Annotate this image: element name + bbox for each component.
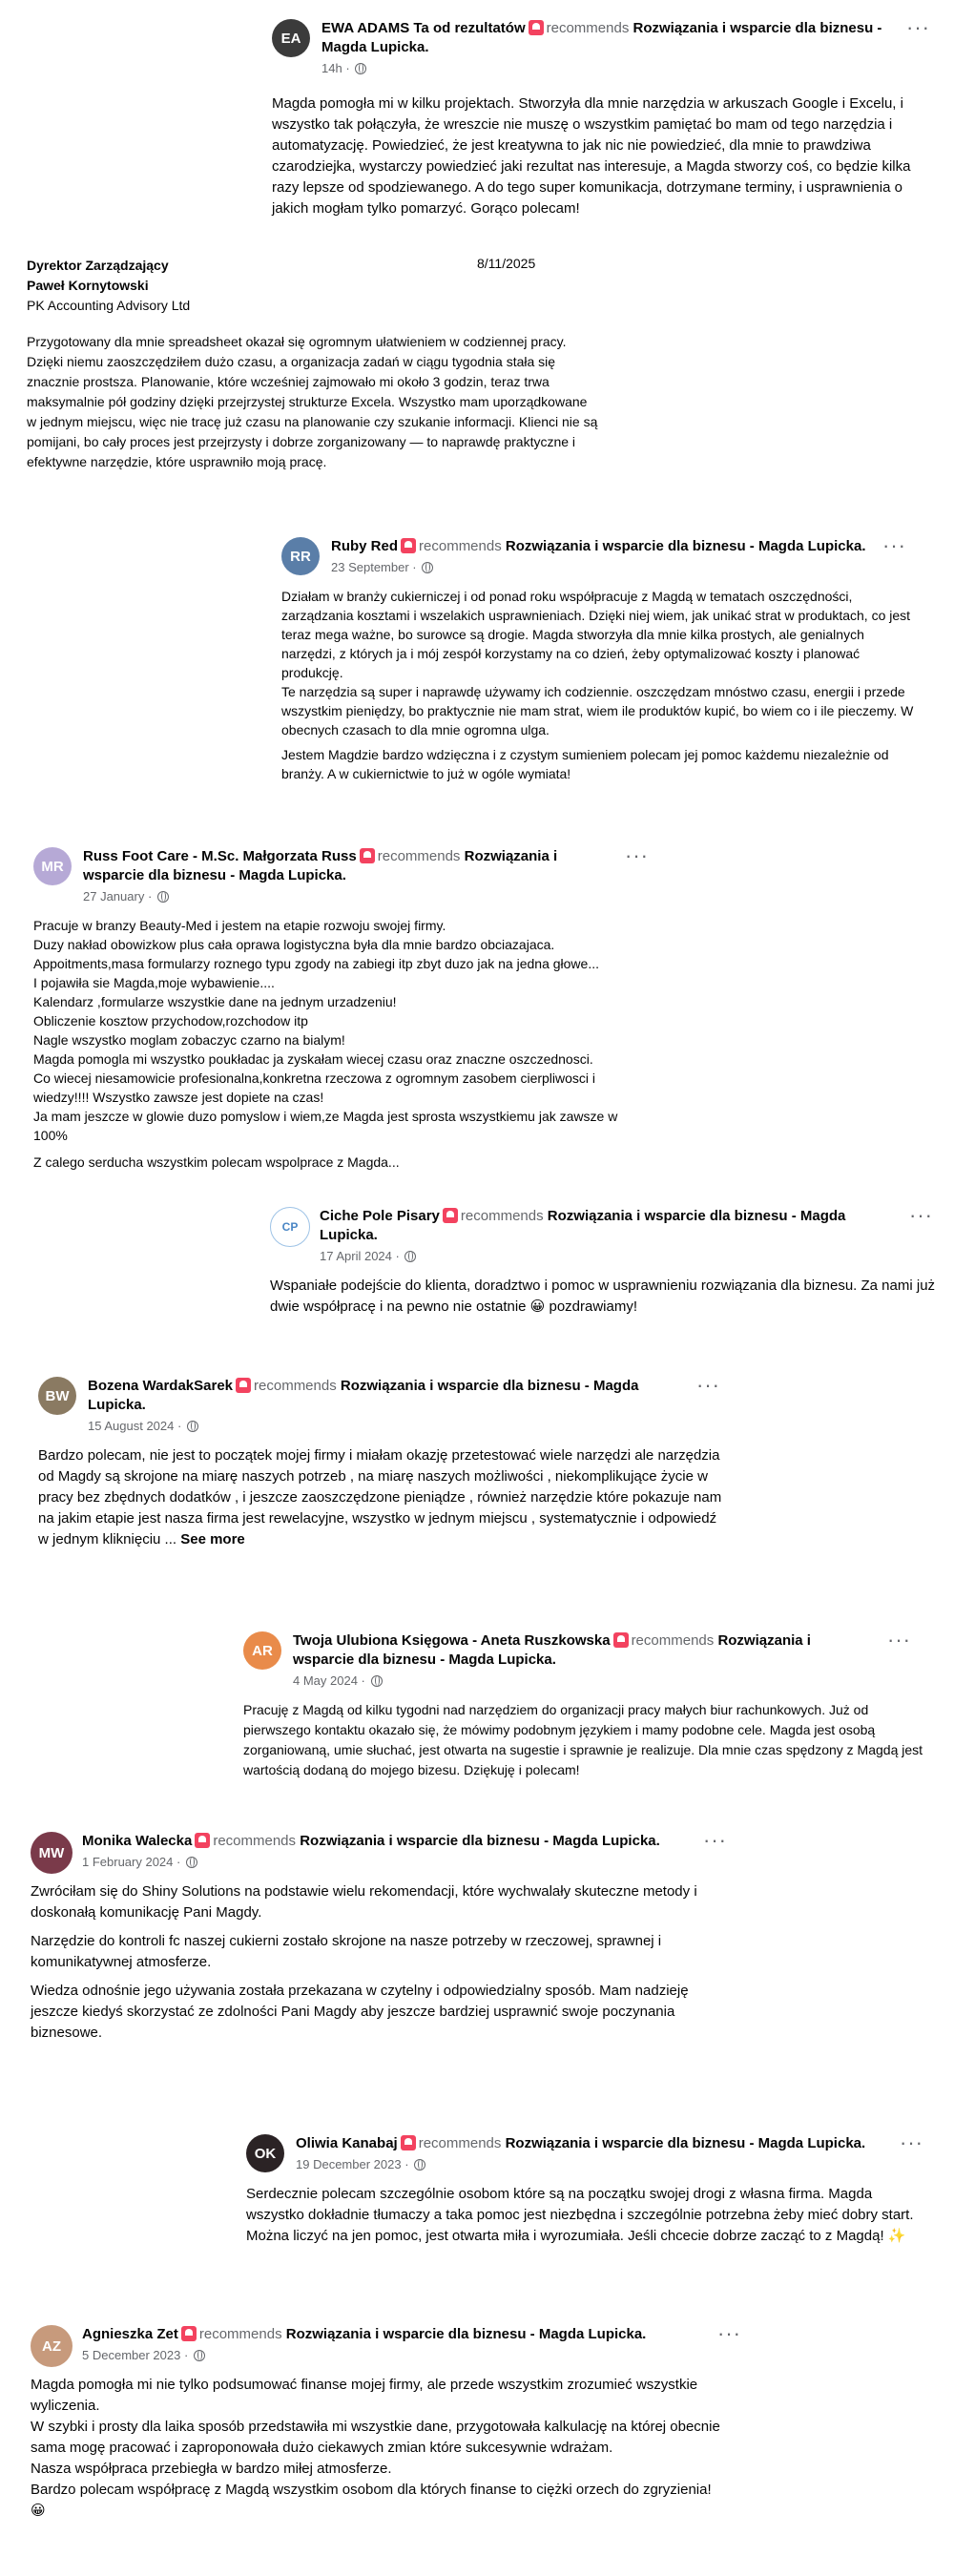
text-line: Bardzo polecam współpracę z Magdą wszystkim osobom dla których finanse to ciężki orzech do zgryzienia! 😀: [31, 2482, 712, 2519]
globe-icon: [414, 2159, 425, 2171]
post-time[interactable]: 4 May 2024: [293, 1673, 358, 1688]
page-name-link[interactable]: Rozwiązania i wsparcie dla biznesu - Magda Lupicka.: [285, 2326, 647, 2342]
reviewer-name[interactable]: Monika Walecka: [82, 1833, 193, 1849]
review-header: RR Ruby Red recommends Rozwiązania i wsparcie dla biznesu - Magda Lupicka. 23 September · ···: [281, 537, 921, 577]
recommend-badge-icon: [360, 848, 375, 863]
reviewer-name[interactable]: Ruby Red: [331, 538, 399, 554]
page-name-link[interactable]: Rozwiązania i wsparcie dla biznesu - Magda Lupicka.: [293, 1632, 811, 1668]
reviewer-name[interactable]: Bozena WardakSarek: [88, 1378, 234, 1394]
reviewer-name[interactable]: Ciche Pole Pisary: [320, 1208, 440, 1224]
page-name-link[interactable]: Rozwiązania i wsparcie dla biznesu - Magda Lupicka.: [320, 1208, 846, 1243]
text-line: Nasza współpraca przebiegła w bardzo miłej atmosferze.: [31, 2461, 392, 2477]
see-more-link[interactable]: See more: [180, 1531, 245, 1548]
recommends-label: recommends: [254, 1378, 337, 1394]
text-line: Ja mam jeszcze w glowie duzo pomyslow i wiem,ze Magda jest sprosta wszystkiemu jak zawsze w 100%: [33, 1109, 618, 1143]
page-name-link[interactable]: Rozwiązania i wsparcie dla biznesu - Magda Lupicka.: [83, 848, 558, 883]
recommends-label: recommends: [546, 20, 630, 36]
post-time[interactable]: 27 January: [83, 889, 145, 904]
avatar[interactable]: [31, 1832, 73, 1874]
recommends-label: recommends: [213, 1833, 297, 1849]
text-line: Appoitments,masa formularzy roznego typu zgody na zabiegi itp zbyt duzo jak na jedna głowe...: [33, 956, 599, 971]
globe-icon: [187, 1421, 198, 1432]
recommends-label: recommends: [198, 2326, 282, 2342]
document-text: Przygotowany dla mnie spreadsheet okazał się ogromnym ułatwieniem w codziennej pracy. Dzięki niemu zaoszczędziłem dużo czasu, a organizacja zadań w ciągu tygodnia stała się znacznie prostsza. Planowanie, które wcześniej zajmowało mi około 3 godzin, teraz trwa maksymalnie pół godziny dzięki przejrzystej strukturze Excela. Wszystko mam uporządkowane w jednym miejscu, więc nie tracę już czasu na planowanie czy szukanie informacji. Klienci nie są pomijani, bo cały proces jest przejrzysty i dobrze zorganizowany — to naprawdę praktyczne i efektywne narzędzie, które usprawniło moją pracę.: [27, 334, 598, 469]
review-header: MW Monika Walecka recommends Rozwiązania i wsparcie dla biznesu - Magda Lupicka. 1 February 2024 · ···: [31, 1832, 727, 1872]
page-name-link[interactable]: Rozwiązania i wsparcie dla biznesu - Magda Lupicka.: [505, 538, 866, 554]
avatar[interactable]: [33, 847, 72, 885]
reviewer-name[interactable]: Oliwia Kanabaj: [296, 2135, 398, 2151]
review-header: CP Ciche Pole Pisary recommends Rozwiązania i wsparcie dla biznesu - Magda Lupicka. 17 April 2024 · ···: [270, 1207, 938, 1266]
paragraph: [281, 682, 921, 739]
review-card-russ-foot-care: [33, 843, 653, 1172]
more-options-button[interactable]: ···: [625, 843, 649, 867]
text-line: Obliczenie kosztow przychodow,rozchodow itp: [33, 1013, 308, 1028]
signer-name: Paweł Kornytowski: [27, 278, 149, 293]
review-text: [31, 2375, 727, 2522]
review-text-content: Bardzo polecam, nie jest to początek mojej firmy i miałam okazję przetestować wiele narzędzi ale narzędzia od Magdy są skrojone na miarę naszych potrzeb , na miarę naszych możliwości , niekomplikujące życie w pracy bez zbędnych dodatków , i jeszcze zaoszczędzone pieniądze , również narzędzie które pokazuje nam na jakim etapie jest nasza firma jest rewelacyjne, wszystko w jednym miejscu , systematycznie i odpowiedź w jednym kliknięciu ...: [38, 1447, 722, 1548]
text-line: Kalendarz ,formularze wszystkie dane na jednym urzadzeniu!: [33, 994, 397, 1009]
review-text: Wspaniałe podejście do klienta, doradztwo i pomoc w usprawnieniu rozwiązania dla biznesu. Za nami już dwie współpracę i na pewno nie ostatnie 😀 pozdrawiamy!: [270, 1278, 936, 1315]
review-text: [31, 1881, 727, 2044]
paragraph: [281, 587, 921, 682]
globe-icon: [422, 562, 433, 573]
avatar[interactable]: [246, 2134, 284, 2172]
review-text: Magda pomogła mi w kilku projektach. Stworzyła dla mnie narzędzia w arkuszach Google i Excelu, i wszystko tak połączyła, że wreszcie nie muszę o wszystkim pamiętać bo mam od tego narzędzia i automatyzację. Powiedzieć, że jest kreatywna to jak nic nie powiedzieć, dla mnie to prawdziwa czarodziejka, wystarczy powiedzieć jaki rezultat nas interesuje, a Magda stworzy coś, co będzie kilka razy lepsze od spodziewanego. A do tego super komunikacja, dotrzymane terminy, i usprawnienia o jakich mogłam tylko pomarzyć. Gorąco polecam!: [272, 95, 911, 217]
signer-company: PK Accounting Advisory Ltd: [27, 298, 191, 313]
recommend-badge-icon: [236, 1378, 251, 1393]
review-card-agnieszka: [31, 2321, 756, 2522]
paragraph: Zwróciłam się do Shiny Solutions na podstawie wielu rekomendacji, które wychwalały skuteczne metody i doskonałą komunikację Pani Magdy.: [31, 1883, 697, 1921]
recommends-label: recommends: [377, 848, 461, 864]
text-line: W szybki i prosty dla laika sposób przedstawiła mi wszystkie dane, przygotowała kalkulację na której obecnie sama mogę pracować i zaproponowała dużo ciekawych zmian które sukcesywnie wdrażam.: [31, 2419, 720, 2456]
post-time[interactable]: 17 April 2024: [320, 1249, 392, 1263]
review-card-bozena: [38, 1373, 725, 1550]
review-text: Pracuję z Magdą od kilku tygodni nad narzędziem do organizacji pracy małych biur rachunkowych. Już od pierwszego kontaktu okazało się, że mówimy podobnym językiem i mamy podobne cele. Magda jest osobą zorganiowaną, umie słuchać, jest otwarta na sugestie i sprawnie je realizuje. Dla mnie czas spędzony z Magdą jest wartością dodaną do mojego bizesu. Dziękuję i polecam!: [243, 1702, 923, 1777]
avatar-initials: CP: [281, 1220, 299, 1234]
review-card-monika: [31, 1828, 727, 2051]
more-options-button[interactable]: ···: [906, 15, 930, 39]
paragraph: [281, 745, 921, 783]
more-options-button[interactable]: ···: [900, 2130, 923, 2154]
reviewer-name[interactable]: EWA ADAMS Ta od rezultatów: [321, 20, 526, 36]
avatar-initials: AR: [252, 1642, 273, 1659]
post-time[interactable]: 19 December 2023: [296, 2157, 402, 2171]
review-text: [33, 916, 653, 1172]
review-card-aneta: [243, 1628, 930, 1780]
recommend-badge-icon: [195, 1833, 210, 1848]
post-time[interactable]: 5 December 2023: [82, 2348, 181, 2362]
review-text: [281, 587, 921, 783]
review-card-ruby-red: [281, 533, 921, 783]
signer-role: Dyrektor Zarządzający: [27, 258, 169, 273]
paragraph-text: Działam w branży cukierniczej i od ponad roku współpracuje z Magdą w tematach oszczędności, zarządzania kosztami i wszelakich usprawnieniach. Dzięki niej wiem, jak unikać strat w produktach, co jest teraz mega ważne, bo surowce są drogie. Magda stworzyła dla mnie kilka prostych, ale genialnych narzędzi, z których ja i mój zespół korzystamy na co dzień, żeby optymalizować koszty i planować produkcję.: [281, 589, 911, 680]
text-line: Magda pomogła mi nie tylko podsumować finanse mojej firmy, ale przede wszystkim zrozumieć wszystkie wyliczenia.: [31, 2377, 698, 2414]
review-card-ciche-pole: [270, 1203, 938, 1318]
post-time[interactable]: 14h: [321, 61, 342, 75]
review-text: [38, 1445, 725, 1550]
recommend-badge-icon: [181, 2326, 197, 2341]
text-line: Co wiecej niesamowicie profesionalna,konkretna rzeczowa z ogromnym zasobem cierpliwosci i wiedzy!!!! Wszystko zawsze jest dopiete na czas!: [33, 1070, 596, 1105]
avatar[interactable]: [270, 1207, 310, 1247]
review-text: Serdecznie polecam szczególnie osobom które są na początku swojej drogi z własna firma. Magda wszystko dokładnie tłumaczy a taka pomoc jest niezbędna i szczególnie potrzebna żeby mieć dobry start. Można liczyć na jen pomoc, jest otwarta miła i wyrozumiała. Jeśli chcecie dobrze zacząć to z Magdą! ✨: [246, 2186, 914, 2244]
page-name-link[interactable]: Rozwiązania i wsparcie dla biznesu - Magda Lupicka.: [321, 20, 882, 55]
page-name-link[interactable]: Rozwiązania i wsparcie dla biznesu - Magda Lupicka.: [300, 1833, 660, 1849]
avatar[interactable]: [281, 537, 320, 575]
recommends-label: recommends: [419, 538, 502, 554]
recommends-label: recommends: [460, 1208, 544, 1224]
globe-icon: [371, 1675, 383, 1687]
review-header: OK Oliwia Kanabaj recommends Rozwiązania i wsparcie dla biznesu - Magda Lupicka. 19 December 2023 · ···: [246, 2134, 933, 2174]
more-options-button[interactable]: ···: [703, 1828, 727, 1852]
globe-icon: [404, 1251, 416, 1262]
globe-icon: [194, 2350, 205, 2361]
document-date: 8/11/2025: [477, 256, 536, 271]
text-line: I pojawiła sie Magda,moje wybawienie....: [33, 975, 275, 990]
more-options-button[interactable]: ···: [696, 1373, 720, 1397]
text-line: Pracuje w branzy Beauty-Med i jestem na etapie rozwoju swojej firmy.: [33, 918, 446, 933]
review-card-ewa-adams: [272, 15, 930, 219]
avatar[interactable]: [243, 1631, 281, 1670]
review-card-oliwia: [246, 2130, 933, 2247]
avatar-initials: AZ: [42, 2337, 61, 2355]
page-name-link[interactable]: Rozwiązania i wsparcie dla biznesu - Magda Lupicka.: [505, 2135, 866, 2151]
text-line: Nagle wszystko moglam zobaczyc czarno na bialym!: [33, 1032, 345, 1048]
review-header: AZ Agnieszka Zet recommends Rozwiązania i wsparcie dla biznesu - Magda Lupicka. 5 December 2023 · ···: [31, 2325, 756, 2365]
review-header: AR Twoja Ulubiona Księgowa - Aneta Ruszkowska recommends Rozwiązania i wsparcie dla biznesu - Magda Lupicka. 4 May 2024 · ···: [243, 1631, 930, 1691]
reviewer-name[interactable]: Russ Foot Care - M.Sc. Małgorzata Russ: [83, 848, 357, 864]
reviewer-name[interactable]: Twoja Ulubiona Księgowa - Aneta Ruszkowska: [293, 1632, 611, 1649]
recommend-badge-icon: [443, 1208, 458, 1223]
recommend-badge-icon: [529, 20, 544, 35]
avatar[interactable]: [31, 2325, 73, 2367]
avatar-initials: MW: [38, 1844, 65, 1861]
avatar[interactable]: [272, 19, 310, 57]
reviewer-name[interactable]: Agnieszka Zet: [82, 2326, 178, 2342]
text-line: Duzy nakład obowizkow plus cała oprawa logistyczna była dla mnie bardzo obciazajaca.: [33, 937, 555, 952]
recommends-label: recommends: [631, 1632, 715, 1649]
post-time[interactable]: 1 February 2024: [82, 1855, 174, 1869]
avatar-initials: RR: [290, 548, 311, 565]
review-header: EA EWA ADAMS Ta od rezultatów recommends Rozwiązania i wsparcie dla biznesu - Magda Lupicka. 14h · ···: [272, 19, 930, 78]
more-options-button[interactable]: ···: [717, 2321, 741, 2345]
paragraph: Wiedza odnośnie jego używania została przekazana w czytelny i odpowiedzialny sposób. Mam nadzieję jeszcze kiedyś skorzystać ze zdolności Pani Magdy aby jeszcze bardziej usprawnić swoje poczynania biznesowe.: [31, 1983, 689, 2041]
paragraph: Narzędzie do kontroli fc naszej cukierni zostało skrojone na nasze potrzeby w rzeczowej, sprawnej i komunikatywnej atmosferze.: [31, 1933, 662, 1970]
globe-icon: [355, 63, 366, 74]
more-options-button[interactable]: ···: [909, 1203, 933, 1227]
avatar-initials: EA: [280, 30, 301, 47]
recommend-badge-icon: [401, 538, 416, 553]
globe-icon: [186, 1857, 197, 1868]
avatar-initials: BW: [45, 1387, 70, 1404]
avatar[interactable]: [38, 1377, 76, 1415]
avatar-initials: OK: [254, 2145, 277, 2162]
paragraph-text: Jestem Magdzie bardzo wdzięczna i z czystym sumieniem polecam jej pomoc każdemu niezależnie od branży. A w cukiernictwie to już w ogóle wymiata!: [281, 747, 889, 781]
text-line: Z calego serducha wszystkim polecam wspolprace z Magda...: [33, 1154, 400, 1170]
avatar-initials: MR: [41, 858, 64, 875]
page-name-link[interactable]: Rozwiązania i wsparcie dla biznesu - Magda Lupicka.: [88, 1378, 639, 1413]
review-header: BW Bozena WardakSarek recommends Rozwiązania i wsparcie dla biznesu - Magda Lupicka. 15 August 2024 · ···: [38, 1377, 725, 1436]
more-options-button[interactable]: ···: [887, 1628, 911, 1652]
recommends-label: recommends: [418, 2135, 502, 2151]
paragraph-text: Te narzędzia są super i naprawdę używamy ich codziennie. oszczędzam mnóstwo czasu, energii i przede wszystkim pieniędzy, bo praktycznie nie mam strat, wiem ile produktów kupić, bo wiem co i ile pieczemy. W obecnych czasach to dla mnie ogromna ulga.: [281, 684, 914, 737]
post-time[interactable]: 23 September: [331, 560, 409, 574]
text-line: Magda pomogla mi wszystko poukładac ja zyskałam wiecej czasu oraz znaczne oszczednosci.: [33, 1051, 593, 1067]
more-options-button[interactable]: ···: [882, 533, 906, 557]
globe-icon: [157, 891, 169, 903]
recommend-badge-icon: [401, 2135, 416, 2150]
review-header: MR Russ Foot Care - M.Sc. Małgorzata Russ recommends Rozwiązania i wsparcie dla biznesu - Magda Lupicka. 27 January · ···: [33, 847, 653, 906]
recommend-badge-icon: [613, 1632, 629, 1648]
post-time[interactable]: 15 August 2024: [88, 1419, 175, 1433]
